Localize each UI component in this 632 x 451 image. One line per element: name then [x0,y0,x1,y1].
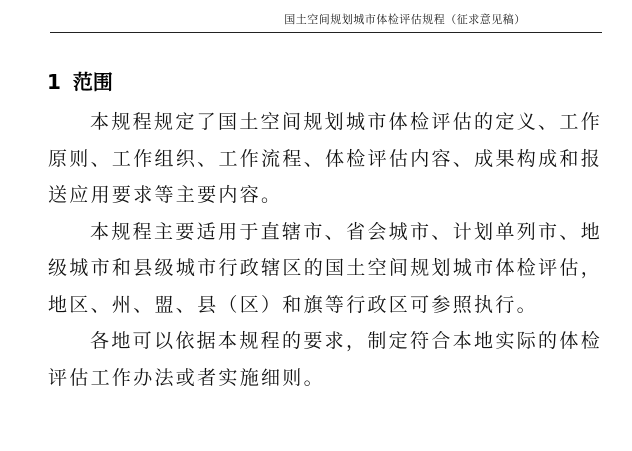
section-heading [47,66,113,95]
section-number: 1 [47,70,61,94]
body-text [48,104,602,396]
paragraph: 本规程主要适用于直辖市、省会城市、计划单列市、地级城市和县级城市行政辖区的国土空间规划城市体检评估，地区、州、盟、县（区）和旗等行政区可参照执行。 [48,220,602,316]
section-title: 范围 [72,70,113,94]
header-rule [50,32,602,33]
paragraph: 本规程规定了国土空间规划城市体检评估的定义、工作原则、工作组织、工作流程、体检评估内容、成果构成和报送应用要求等主要内容。 [48,111,602,206]
running-header: 国土空间规划城市体检评估规程（征求意见稿） [284,13,526,26]
paragraph: 各地可以依据本规程的要求，制定符合本地实际的体检评估工作办法或者实施细则。 [48,330,602,389]
